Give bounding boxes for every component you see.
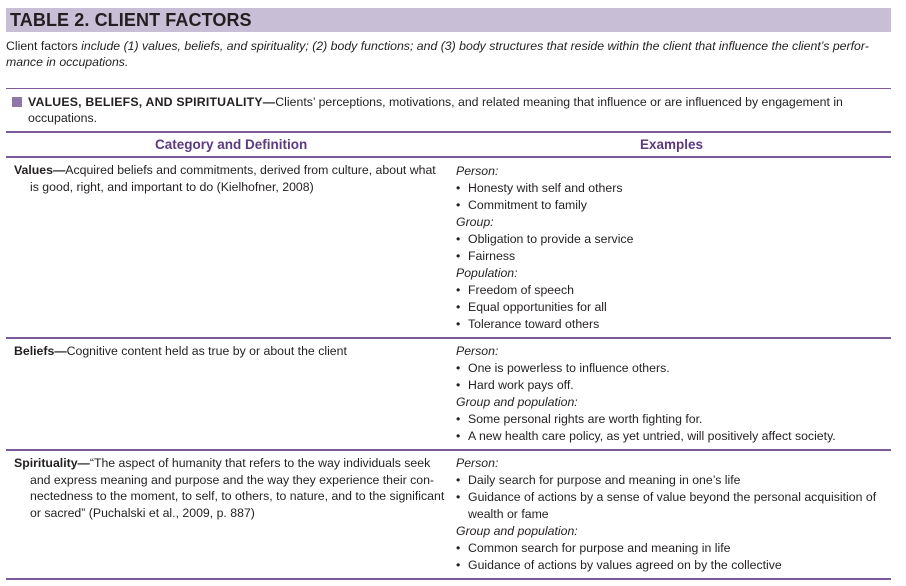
section-text-line1: Clients’ perceptions, motivations, and related meaning that influence or are influenced by engagement in [275,95,843,109]
row-beliefs-definition [14,343,446,360]
bullet-icon: • [456,232,461,246]
example-item: • Commitment to family [456,198,587,212]
intro-rest-line2: mance in occupations. [6,55,129,69]
bullet-icon: • [456,181,461,195]
divider [6,449,891,451]
example-item: • Guidance of actions by a sense of value beyond the personal acquisition of wealth or fame [456,490,877,521]
example-item: • Common search for purpose and meaning in life [456,541,731,555]
example-item: • Hard work pays off. [456,378,574,392]
example-item: • One is powerless to influence others. [456,361,670,375]
row-beliefs-examples [456,343,886,445]
bullet-icon: • [456,473,461,487]
example-item: • Freedom of speech [456,283,574,297]
table-title: TABLE 2. CLIENT FACTORS [10,10,252,30]
definition-line: “The aspect of humanity that refers to the way individuals seek [89,456,431,470]
intro-text [6,38,876,70]
definition-line: nectedness to the moment, to self, to others, to nature, and to the significant [30,489,445,503]
example-group-label: Person: [456,456,499,470]
divider [6,578,891,580]
definition-line: Cognitive content held as true by or about the client [66,344,347,358]
example-group-label: Person: [456,164,499,178]
example-group-label: Group: [456,215,494,229]
divider [6,88,891,89]
column-header-category: Category and Definition [155,137,308,152]
example-group-label: Group and population: [456,524,578,538]
term-beliefs: Beliefs— [14,344,67,358]
bullet-icon: • [456,317,461,331]
definition-line: or sacred” (Puchalski et al., 2009, p. 887) [30,505,255,520]
bullet-icon: • [456,558,461,572]
bullet-icon: • [456,198,461,212]
intro-lead: Client factors [6,39,78,53]
bullet-icon: • [456,490,461,504]
divider [6,131,891,133]
bullet-icon: • [456,412,461,426]
example-group-label: Person: [456,344,499,358]
row-values-examples [456,163,886,333]
example-item: • Daily search for purpose and meaning in one’s life [456,473,741,487]
term-values: Values— [14,163,66,177]
section-square-icon [12,97,22,107]
example-item: • Fairness [456,249,516,263]
column-header-examples: Examples [640,137,704,152]
row-spirituality-definition [14,455,446,521]
row-values-definition [14,162,446,195]
example-group-label: Group and population: [456,395,578,409]
table-title-bar [6,8,891,32]
section-header [12,94,882,126]
bullet-icon: • [456,541,461,555]
example-item: • Equal opportunities for all [456,300,607,314]
row-spirituality-examples [456,455,886,574]
example-item: • A new health care policy, as yet untried, will positively affect society. [456,429,836,443]
definition-line: Acquired beliefs and commitments, derived from culture, about what [65,163,436,177]
bullet-icon: • [456,249,461,263]
bullet-icon: • [456,429,461,443]
example-item: • Tolerance toward others [456,317,600,331]
example-item: • Obligation to provide a service [456,232,634,246]
intro-rest-line1: include (1) values, beliefs, and spirituality; (2) body functions; and (3) body structures that reside within the client that influence the client’s perfor- [77,39,869,53]
bullet-icon: • [456,361,461,375]
bullet-icon: • [456,300,461,314]
example-item: • Honesty with self and others [456,181,623,195]
section-text-line2: occupations. [28,111,98,125]
definition-line: is good, right, and important to do (Kielhofner, 2008) [30,179,314,194]
divider [6,337,891,339]
bullet-icon: • [456,378,461,392]
section-label: VALUES, BELIEFS, AND SPIRITUALITY— [28,95,276,109]
bullet-icon: • [456,283,461,297]
divider [6,156,891,158]
example-item: • Guidance of actions by values agreed on by the collective [456,558,782,572]
example-item: • Some personal rights are worth fighting for. [456,412,703,426]
example-group-label: Population: [456,266,518,280]
definition-line: and express meaning and purpose and the way they experience their con- [30,472,435,487]
term-spirituality: Spirituality— [14,456,90,470]
